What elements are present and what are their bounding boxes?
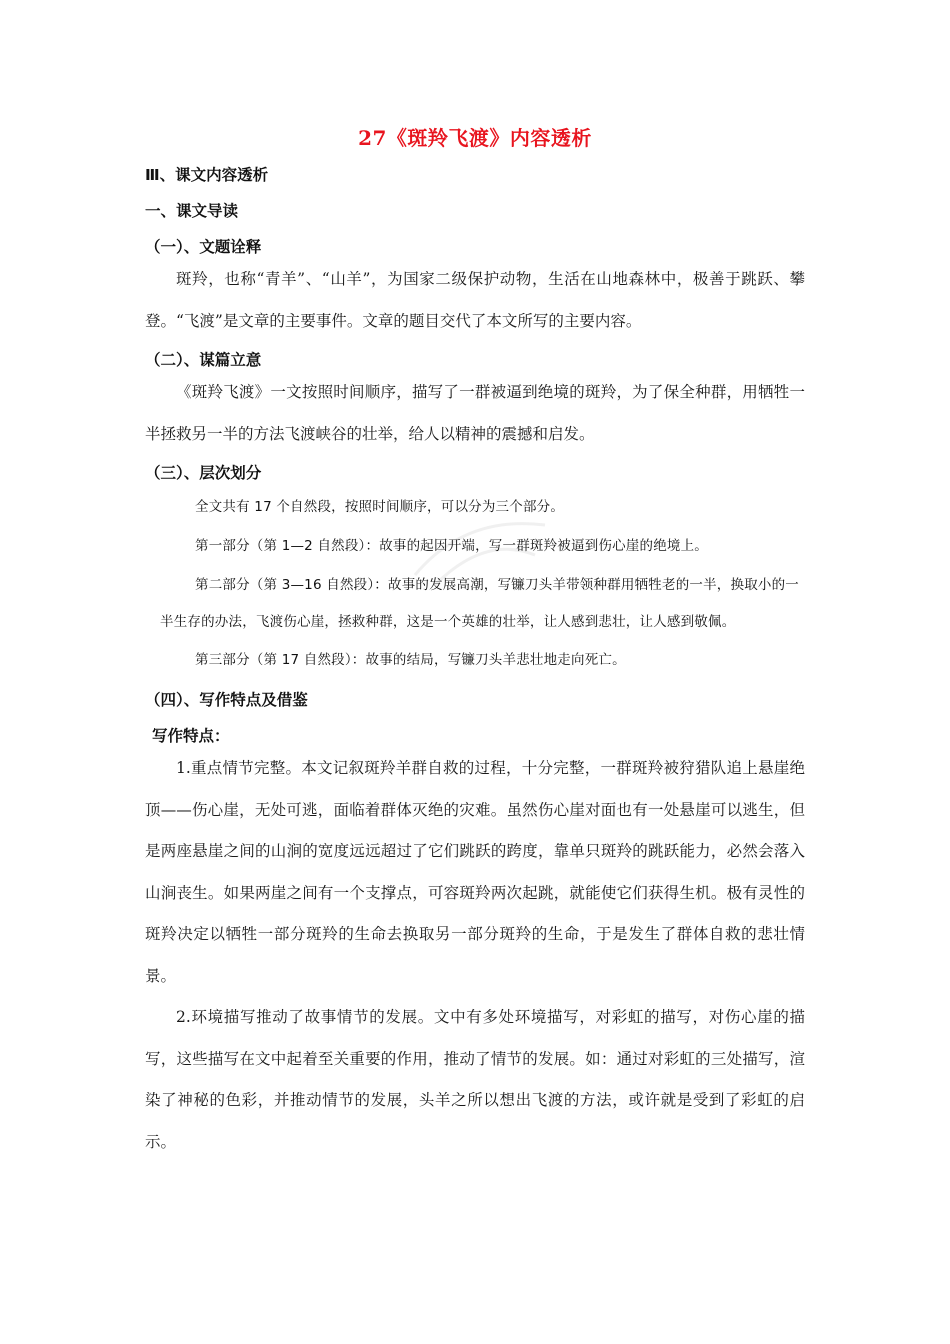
paragraph-feature-2: 2.环境描写推动了故事情节的发展。文中有多处环境描写，对彩虹的描写，对伤心崖的描写，这些描写在文中起着至关重要的作用，推动了情节的发展。如：通过对彩虹的三处描写，渲染了神秘的色彩，并推动情节的发展，头羊之所以想出飞渡的方法，或许就是受到了彩虹的启示。 bbox=[145, 1008, 805, 1151]
sub-heading-layers: （三）、层次划分 bbox=[145, 464, 262, 482]
paragraph-idea: 《斑羚飞渡》一文按照时间顺序，描写了一群被逼到绝境的斑羚，为了保全种群，用牺牲一半拯救另一半的方法飞渡峡谷的壮举，给人以精神的震撼和启发。 bbox=[145, 383, 805, 443]
layers-part-two-line1: 第二部分（第 3—16 自然段）：故事的发展高潮，写镰刀头羊带领种群用牺牲老的一半，换取小的一 bbox=[195, 577, 799, 593]
writing-features-label: 写作特点： bbox=[152, 727, 230, 745]
paragraph-title-explain: 斑羚，也称“青羊”、“山羊”，为国家二级保护动物，生活在山地森林中，极善于跳跃、攀登。“飞渡”是文章的主要事件。文章的题目交代了本文所写的主要内容。 bbox=[145, 270, 805, 330]
section-heading: Ⅲ、课文内容透析 bbox=[145, 166, 269, 184]
layers-part-three: 第三部分（第 17 自然段）：故事的结局，写镰刀头羊悲壮地走向死亡。 bbox=[195, 652, 626, 668]
layers-part-two-line2: 半生存的办法，飞渡伤心崖，拯救种群，这是一个英雄的壮举，让人感到悲壮，让人感到敬佩。 bbox=[160, 614, 736, 630]
layers-part-one: 第一部分（第 1—2 自然段）：故事的起因开端，写一群斑羚被逼到伤心崖的绝境上。 bbox=[195, 538, 709, 554]
part-heading-guide: 一、课文导读 bbox=[145, 202, 239, 220]
sub-heading-title-explain: （一）、文题诠释 bbox=[145, 238, 262, 256]
paragraph-feature-1: 1.重点情节完整。本文记叙斑羚羊群自救的过程，十分完整，一群斑羚被狩猎队追上悬崖绝顶——伤心崖，无处可逃，面临着群体灭绝的灾难。虽然伤心崖对面也有一处悬崖可以逃生，但是两座悬崖之间的山涧的宽度远远超过了它们跳跃的跨度，靠单只斑羚的跳跃能力，必然会落入山涧丧生。如果两崖之间有一个支撑点，可容斑羚两次起跳，就能使它们获得生机。极有灵性的斑羚决定以牺牲一部分斑羚的生命去换取另一部分斑羚的生命，于是发生了群体自救的悲壮情景。 bbox=[145, 759, 805, 985]
page-title: 27《斑羚飞渡》内容透析 bbox=[358, 126, 592, 150]
sub-heading-writing: （四）、写作特点及借鉴 bbox=[145, 691, 308, 709]
layers-intro: 全文共有 17 个自然段，按照时间顺序，可以分为三个部分。 bbox=[195, 499, 565, 515]
sub-heading-idea: （二）、谋篇立意 bbox=[145, 351, 262, 369]
